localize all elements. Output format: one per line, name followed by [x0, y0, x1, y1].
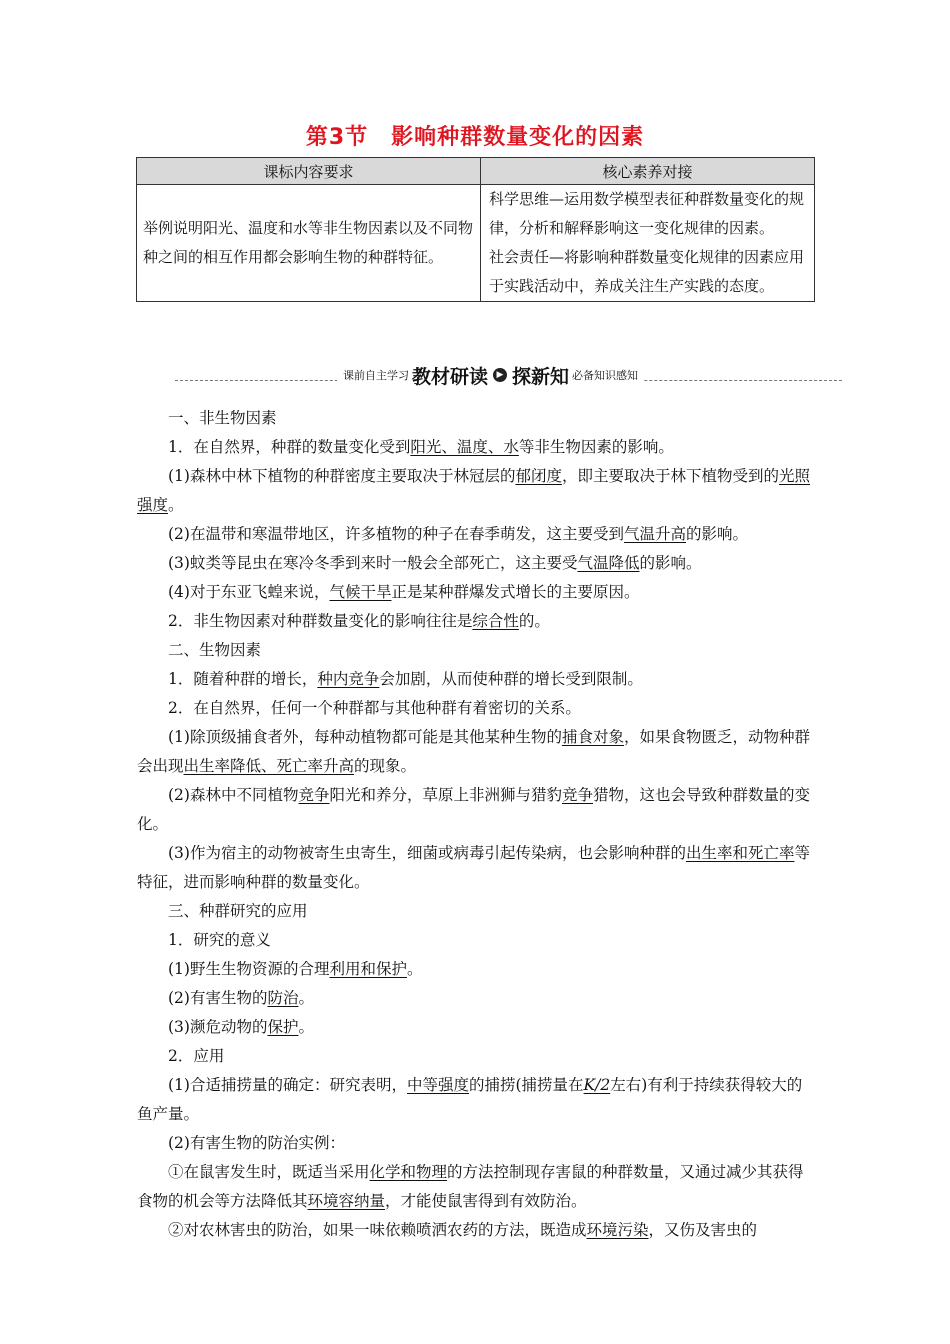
- answer-blank: 环境容纳量: [307, 1192, 386, 1210]
- answer-blank: 出生率和死亡率: [685, 844, 795, 862]
- paragraph-text: 1．研究的意义: [168, 931, 271, 949]
- paragraph-text: (2)在温带和寒温带地区，许多植物的种子在春季萌发，这主要受到: [168, 525, 624, 543]
- standards-cell: [137, 185, 481, 302]
- answer-blank: 气温升高: [623, 525, 686, 543]
- paragraph-text: ，又伤及害虫的: [648, 1221, 758, 1239]
- paragraph-text: 三、种群研究的应用: [168, 902, 308, 920]
- paragraph-text: 正是某种群爆发式增长的主要原因。: [391, 583, 640, 601]
- paragraph: [137, 404, 815, 433]
- paragraph-text: 1．随着种群的增长，: [168, 670, 318, 688]
- paragraph-text: ，如果食物匮乏，动物种群会出现: [137, 728, 810, 775]
- paragraph: [137, 1158, 815, 1216]
- paragraph: [137, 926, 815, 955]
- answer-blank: 利用和保护: [329, 960, 407, 978]
- answer-blank: 竞争: [298, 786, 330, 804]
- paragraph-text: 2．应用: [168, 1047, 225, 1065]
- paragraph-text: ，即主要取决于林下植物受到的: [561, 467, 779, 485]
- paragraph: [137, 665, 815, 694]
- paragraph-text: (3)濒危动物的: [168, 1018, 268, 1036]
- paragraph-text: 会加剧，从而使种群的增长受到限制。: [379, 670, 643, 688]
- paragraph-text: 的影响。: [639, 554, 702, 572]
- answer-blank: 气温降低: [577, 554, 640, 572]
- paragraph-text: 的影响。: [685, 525, 748, 543]
- paragraph: [137, 955, 815, 984]
- table-header-competencies: 核心素养对接: [481, 158, 815, 185]
- paragraph-text: 二、生物因素: [168, 641, 262, 659]
- paragraph-text: 。: [298, 989, 314, 1007]
- paragraph-text: 等特征，进而影响种群的数量变化。: [137, 844, 810, 891]
- curriculum-table: [136, 157, 815, 302]
- paragraph-text: ②对农林害虫的防治，如果一味依赖喷洒农药的方法，既造成: [168, 1221, 587, 1239]
- paragraph: [137, 520, 815, 549]
- paragraph-text: 2．在自然界，任何一个种群都与其他种群有着密切的关系。: [168, 699, 581, 717]
- paragraph-text: 。: [406, 960, 423, 978]
- banner-right-label: 必备知识感知: [572, 369, 639, 382]
- paragraph-text: (2)有害生物的防治实例：: [168, 1134, 345, 1152]
- paragraph-text: 一、非生物因素: [168, 409, 277, 427]
- paragraph-text: (1)合适捕捞量的确定：研究表明，: [168, 1076, 407, 1094]
- paragraph: [137, 1013, 815, 1042]
- answer-blank: 种内竞争: [317, 670, 380, 688]
- paragraph: [137, 433, 815, 462]
- paragraph-text: (1)除顶级捕食者外，每种动植物都可能是其他某种生物的: [168, 728, 562, 746]
- paragraph-text: ，才能使鼠害得到有效防治。: [385, 1192, 587, 1210]
- answer-blank: 化学和物理: [369, 1163, 448, 1181]
- standards-text: 举例说明阳光、温度和水等非生物因素以及不同物种之间的相互作用都会影响生物的种群特征。: [143, 219, 474, 266]
- paragraph-text: ①在鼠害发生时，既适当采用: [168, 1163, 370, 1181]
- banner-main-2: 探新知: [512, 365, 570, 388]
- paragraph-text: (2)有害生物的: [168, 989, 268, 1007]
- answer-blank: 捕食对象: [561, 728, 624, 746]
- paragraph-text: 等非生物因素的影响。: [518, 438, 674, 456]
- answer-blank: K/2: [583, 1076, 611, 1094]
- paragraph-text: 。: [298, 1018, 314, 1036]
- section-banner: [175, 361, 842, 389]
- page-title: 第3节 影响种群数量变化的因素: [305, 125, 645, 150]
- paragraph: [137, 984, 815, 1013]
- paragraph: [137, 1216, 815, 1245]
- paragraph: [137, 694, 815, 723]
- answer-blank: 综合性: [472, 612, 519, 630]
- paragraph-text: 的方法控制现存害鼠的种群数量，又通过减少其获得食物的机会等方法降低其: [137, 1163, 804, 1210]
- answer-blank: 竞争: [562, 786, 594, 804]
- paragraph: [137, 781, 815, 839]
- paragraph: [137, 1071, 815, 1129]
- paragraph-text: 阳光和养分，草原上非洲狮与猎豹: [329, 786, 562, 804]
- answer-blank: 阳光、温度、水: [410, 438, 519, 456]
- competency-social-responsibility: 社会责任—将影响种群数量变化规律的因素应用于实践活动中，养成关注生产实践的态度。: [489, 248, 805, 295]
- answer-blank: 光照强度: [137, 467, 811, 514]
- paragraph-text: 左右)有利于持续获得较大的鱼产量。: [137, 1076, 803, 1123]
- paragraph-text: 的现象。: [354, 757, 417, 775]
- paragraph: [137, 607, 815, 636]
- competencies-cell: [481, 185, 815, 302]
- paragraph: [137, 549, 815, 578]
- arrow-icon: ▶: [493, 368, 507, 382]
- paragraph-text: 。: [168, 496, 184, 514]
- answer-blank: 环境污染: [586, 1221, 649, 1239]
- paragraph-text: (1)森林中林下植物的种群密度主要取决于林冠层的: [168, 467, 516, 485]
- paragraph-text: (4)对于东亚飞蝗来说，: [168, 583, 330, 601]
- paragraph: [137, 839, 815, 897]
- paragraph: [137, 462, 815, 520]
- paragraph-text: (3)作为宿主的动物被寄生虫寄生，细菌或病毒引起传染病，也会影响种群的: [168, 844, 686, 862]
- paragraph-text: 的捕捞(捕捞量在: [468, 1076, 584, 1094]
- paragraph-text: 2．非生物因素对种群数量变化的影响往往是: [168, 612, 473, 630]
- paragraph: [137, 897, 815, 926]
- answer-blank: 中等强度: [406, 1076, 469, 1094]
- paragraph-text: 猎物，这也会导致种群数量的变化。: [137, 786, 811, 833]
- banner-main-1: 教材研读: [412, 365, 489, 388]
- paragraph: [137, 1129, 815, 1158]
- competency-scientific-thinking: 科学思维—运用数学模型表征种群数量变化的规律，分析和解释影响这一变化规律的因素。: [489, 190, 805, 237]
- body-text: [137, 404, 815, 1245]
- paragraph-text: (2)森林中不同植物: [168, 786, 299, 804]
- answer-blank: 保护: [267, 1018, 299, 1036]
- banner-left-label: 课前自主学习: [343, 369, 409, 382]
- paragraph-text: 的。: [518, 612, 550, 630]
- paragraph: [137, 1042, 815, 1071]
- answer-blank: 郁闭度: [515, 467, 562, 485]
- paragraph: [137, 723, 815, 781]
- paragraph: [137, 636, 815, 665]
- table-header-standards: 课标内容要求: [137, 158, 481, 185]
- paragraph-text: (3)蚊类等昆虫在寒冷冬季到来时一般会全部死亡，这主要受: [168, 554, 578, 572]
- paragraph-text: (1)野生生物资源的合理: [168, 960, 330, 978]
- paragraph-text: 1．在自然界，种群的数量变化受到: [168, 438, 411, 456]
- answer-blank: 气候干旱: [329, 583, 392, 601]
- answer-blank: 防治: [267, 989, 299, 1007]
- paragraph: [137, 578, 815, 607]
- answer-blank: 出生率降低、死亡率升高: [183, 757, 355, 775]
